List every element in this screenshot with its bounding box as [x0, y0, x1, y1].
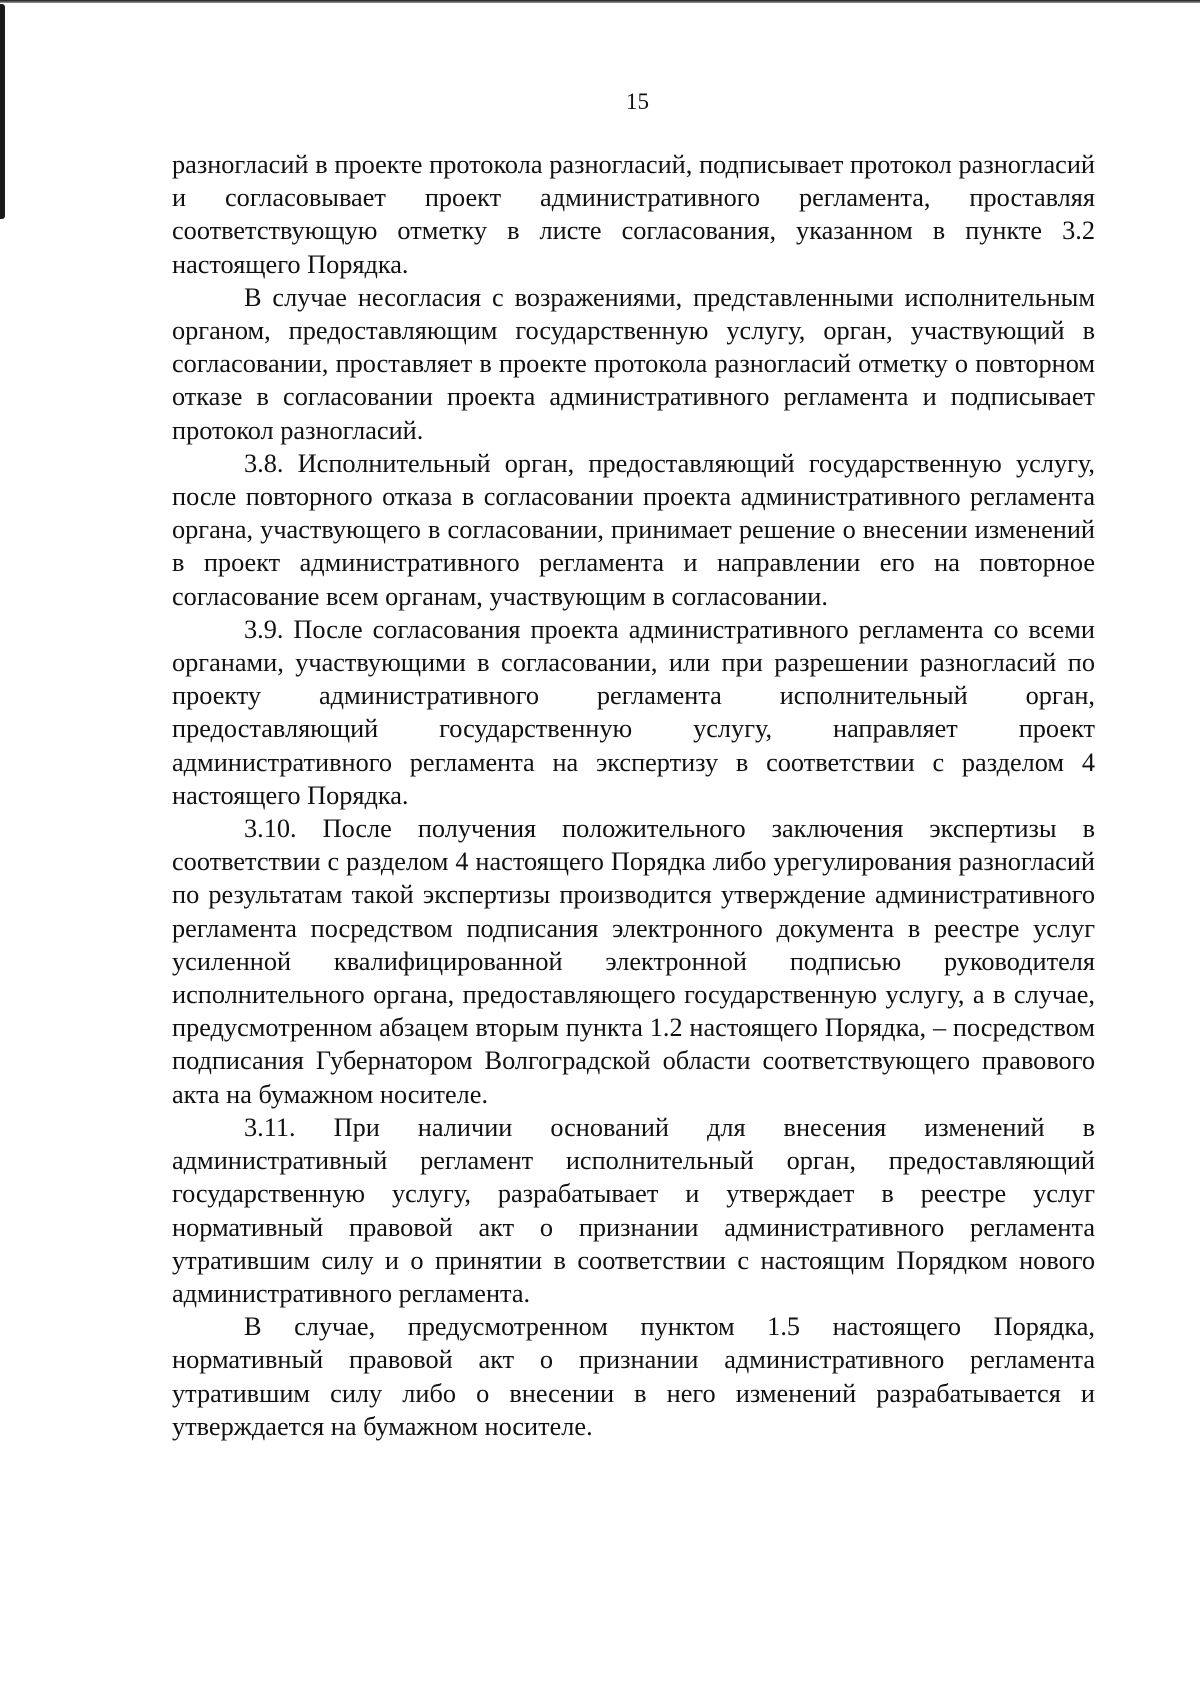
paragraph-3-10: 3.10. После получения положительного заключения экспертизы в соответствии с разделом 4 настоящего Порядка либо урегулирования разногласий по результатам такой экспертизы производится утверждение административного регламента посредством подписания электронного документа в реестре услуг усиленной квалифицированной электронной подписью руководителя исполнительного органа, предоставляющего государственную услугу, а в случае, предусмотренном абзацем вторым пункта 1.2 настоящего Порядка, – посредством подписания Губернатором Волгоградской области соответствующего правового акта на бумажном носителе.: [172, 814, 1095, 1109]
paragraph-paper-medium: В случае, предусмотренном пунктом 1.5 настоящего Порядка, нормативный правовой акт о признании административного регламента утратившим силу либо о внесении в него изменений разрабатывается и утверждается на бумажном носителе.: [172, 1312, 1095, 1441]
paragraph-3-9: 3.9. После согласования проекта административного регламента со всеми органами, участвующими в согласовании, или при разрешении разногласий по проекту административного регламента исполнительный орган, предоставляющий государственную услугу, направляет проект административного регламента на экспертизу в соответствии с разделом 4 настоящего Порядка.: [172, 614, 1095, 810]
document-body: [172, 148, 1095, 1443]
paragraph-continuation: разногласий в проекте протокола разногласий, подписывает протокол разногласий и согласовывает проект административного регламента, проставляя соответствующую отметку в листе согласования, указанном в пункте 3.2 настоящего Порядка.: [172, 150, 1095, 279]
paragraph-disagreement: В случае несогласия с возражениями, представленными исполнительным органом, предоставляющим государственную услугу, орган, участвующий в согласовании, проставляет в проекте протокола разногласий отметку о повторном отказе в согласовании проекта административного регламента и подписывает протокол разногласий.: [172, 282, 1095, 445]
page-number: 15: [626, 89, 649, 114]
scan-edge-top: [0, 0, 1200, 3]
paragraph-3-11: 3.11. При наличии оснований для внесения изменений в административный регламент исполнительный орган, предоставляющий государственную услугу, разрабатывает и утверждает в реестре услуг нормативный правовой акт о признании административного регламента утратившим силу и о принятии в соответствии с настоящим Порядком нового административного регламента.: [172, 1112, 1095, 1308]
paragraph-3-8: 3.8. Исполнительный орган, предоставляющий государственную услугу, после повторного отказа в согласовании проекта административного регламента органа, участвующего в согласовании, принимает решение о внесении изменений в проект административного регламента и направлении его на повторное согласование всем органам, участвующим в согласовании.: [172, 448, 1095, 611]
